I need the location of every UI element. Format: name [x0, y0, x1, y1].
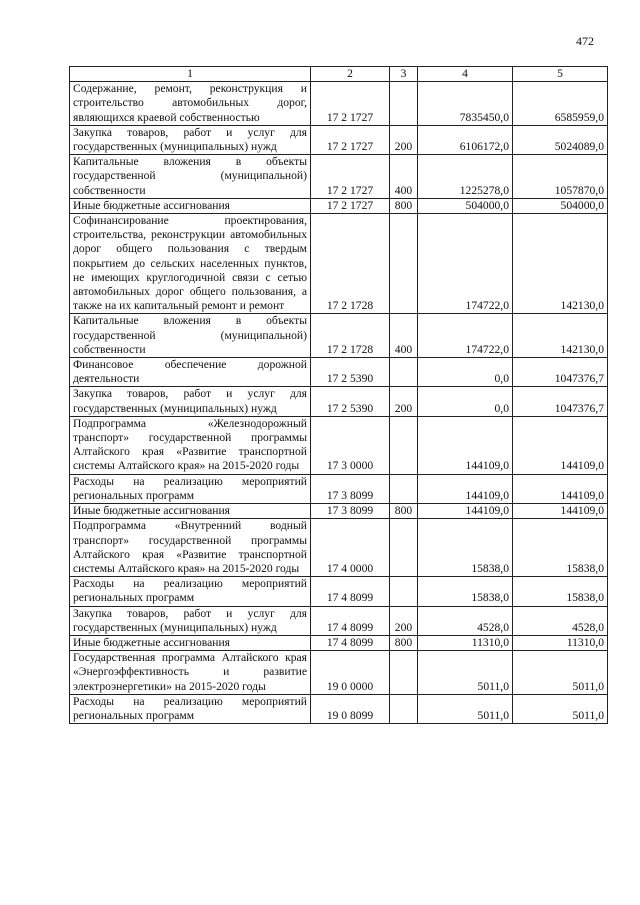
row-value-2: 144109,0	[513, 416, 608, 474]
table-row	[70, 474, 608, 503]
row-name: Иные бюджетные ассигнования	[70, 504, 311, 519]
table-row	[70, 694, 608, 723]
row-code: 19 0 0000	[311, 651, 390, 695]
row-code: 17 4 8099	[311, 635, 390, 650]
row-code: 17 4 0000	[311, 519, 390, 577]
row-code: 17 2 1727	[311, 198, 390, 213]
row-value-1: 144109,0	[418, 474, 513, 503]
row-name: Расходы на реализацию мероприятий региональных программ	[70, 577, 311, 606]
row-value-1: 174722,0	[418, 214, 513, 314]
row-value-2: 11310,0	[513, 635, 608, 650]
row-name: Закупка товаров, работ и услуг для государственных (муниципальных) нужд	[70, 125, 311, 154]
row-value-2: 15838,0	[513, 577, 608, 606]
row-value-1: 11310,0	[418, 635, 513, 650]
row-value-2: 144109,0	[513, 504, 608, 519]
row-expense-type: 400	[390, 314, 418, 358]
row-code: 17 3 0000	[311, 416, 390, 474]
header-col-value-2: 5	[513, 67, 608, 82]
row-value-2: 504000,0	[513, 198, 608, 213]
header-col-name: 1	[70, 67, 311, 82]
row-value-2: 1057870,0	[513, 155, 608, 199]
row-code: 17 3 8099	[311, 474, 390, 503]
row-expense-type: 800	[390, 635, 418, 650]
row-value-2: 6585959,0	[513, 82, 608, 126]
row-code: 17 2 1727	[311, 82, 390, 126]
row-value-2: 15838,0	[513, 519, 608, 577]
row-value-1: 1225278,0	[418, 155, 513, 199]
row-value-1: 504000,0	[418, 198, 513, 213]
row-expense-type	[390, 82, 418, 126]
row-value-1: 7835450,0	[418, 82, 513, 126]
row-name: Закупка товаров, работ и услуг для государственных (муниципальных) нужд	[70, 606, 311, 635]
table-row	[70, 416, 608, 474]
row-value-2: 144109,0	[513, 474, 608, 503]
row-expense-type	[390, 416, 418, 474]
row-value-2: 1047376,7	[513, 387, 608, 416]
row-name: Капитальные вложения в объекты государственной (муниципальной) собственности	[70, 314, 311, 358]
row-value-1: 174722,0	[418, 314, 513, 358]
row-value-2: 5011,0	[513, 694, 608, 723]
row-value-2: 142130,0	[513, 214, 608, 314]
row-value-1: 0,0	[418, 358, 513, 387]
row-value-1: 5011,0	[418, 651, 513, 695]
row-name: Иные бюджетные ассигнования	[70, 635, 311, 650]
row-expense-type: 400	[390, 155, 418, 199]
header-col-value-1: 4	[418, 67, 513, 82]
row-name: Иные бюджетные ассигнования	[70, 198, 311, 213]
row-name: Содержание, ремонт, реконструкция и строительство автомобильных дорог, являющихся краевой собственностью	[70, 82, 311, 126]
row-code: 19 0 8099	[311, 694, 390, 723]
table-row	[70, 358, 608, 387]
row-expense-type	[390, 577, 418, 606]
table-row	[70, 606, 608, 635]
row-expense-type: 200	[390, 606, 418, 635]
row-code: 17 2 1727	[311, 155, 390, 199]
row-value-1: 6106172,0	[418, 125, 513, 154]
table-row	[70, 387, 608, 416]
header-col-code: 2	[311, 67, 390, 82]
row-expense-type: 800	[390, 198, 418, 213]
row-name: Закупка товаров, работ и услуг для государственных (муниципальных) нужд	[70, 387, 311, 416]
table-row	[70, 519, 608, 577]
row-name: Софинансирование проектирования, строительства, реконструкции автомобильных дорог общего пользования с твердым покрытием до сельских населенных пунктов, не имеющих круглогодичной связи с сетью автомобильных дорог общего пользования, а также на их капитальный ремонт и ремонт	[70, 214, 311, 314]
header-col-type: 3	[390, 67, 418, 82]
row-code: 17 2 1728	[311, 214, 390, 314]
row-value-2: 5011,0	[513, 651, 608, 695]
table-row	[70, 82, 608, 126]
header-row	[70, 67, 608, 82]
row-name: Расходы на реализацию мероприятий региональных программ	[70, 474, 311, 503]
row-expense-type	[390, 694, 418, 723]
row-expense-type	[390, 358, 418, 387]
row-name: Подпрограмма «Внутренний водный транспорт» государственной программы Алтайского края «Развитие транспортной системы Алтайского края» на 2015-2020 годы	[70, 519, 311, 577]
row-name: Финансовое обеспечение дорожной деятельности	[70, 358, 311, 387]
row-name: Государственная программа Алтайского края «Энергоэффективность и развитие электроэнергетики» на 2015-2020 годы	[70, 651, 311, 695]
row-name: Подпрограмма «Железнодорожный транспорт» государственной программы Алтайского края «Развитие транспортной системы Алтайского края» на 2015-2020 годы	[70, 416, 311, 474]
row-value-1: 144109,0	[418, 416, 513, 474]
row-value-1: 0,0	[418, 387, 513, 416]
table-row	[70, 504, 608, 519]
row-expense-type: 800	[390, 504, 418, 519]
row-code: 17 2 5390	[311, 387, 390, 416]
row-value-2: 142130,0	[513, 314, 608, 358]
table-row	[70, 198, 608, 213]
row-expense-type	[390, 214, 418, 314]
table-row	[70, 155, 608, 199]
row-code: 17 2 1728	[311, 314, 390, 358]
row-value-1: 4528,0	[418, 606, 513, 635]
table-row	[70, 577, 608, 606]
row-code: 17 3 8099	[311, 504, 390, 519]
row-code: 17 2 5390	[311, 358, 390, 387]
row-expense-type: 200	[390, 387, 418, 416]
row-code: 17 4 8099	[311, 606, 390, 635]
table-row	[70, 125, 608, 154]
row-code: 17 2 1727	[311, 125, 390, 154]
row-code: 17 4 8099	[311, 577, 390, 606]
row-value-1: 144109,0	[418, 504, 513, 519]
row-expense-type	[390, 651, 418, 695]
table-row	[70, 651, 608, 695]
row-name: Расходы на реализацию мероприятий региональных программ	[70, 694, 311, 723]
row-value-1: 5011,0	[418, 694, 513, 723]
row-name: Капитальные вложения в объекты государственной (муниципальной) собственности	[70, 155, 311, 199]
row-expense-type	[390, 474, 418, 503]
row-value-1: 15838,0	[418, 519, 513, 577]
table-row	[70, 214, 608, 314]
row-value-2: 5024089,0	[513, 125, 608, 154]
row-value-1: 15838,0	[418, 577, 513, 606]
table-row	[70, 635, 608, 650]
table-body	[70, 82, 608, 724]
table-row	[70, 314, 608, 358]
row-expense-type	[390, 519, 418, 577]
row-value-2: 1047376,7	[513, 358, 608, 387]
page-number: 472	[576, 34, 594, 48]
row-expense-type: 200	[390, 125, 418, 154]
budget-table	[69, 66, 608, 724]
row-value-2: 4528,0	[513, 606, 608, 635]
